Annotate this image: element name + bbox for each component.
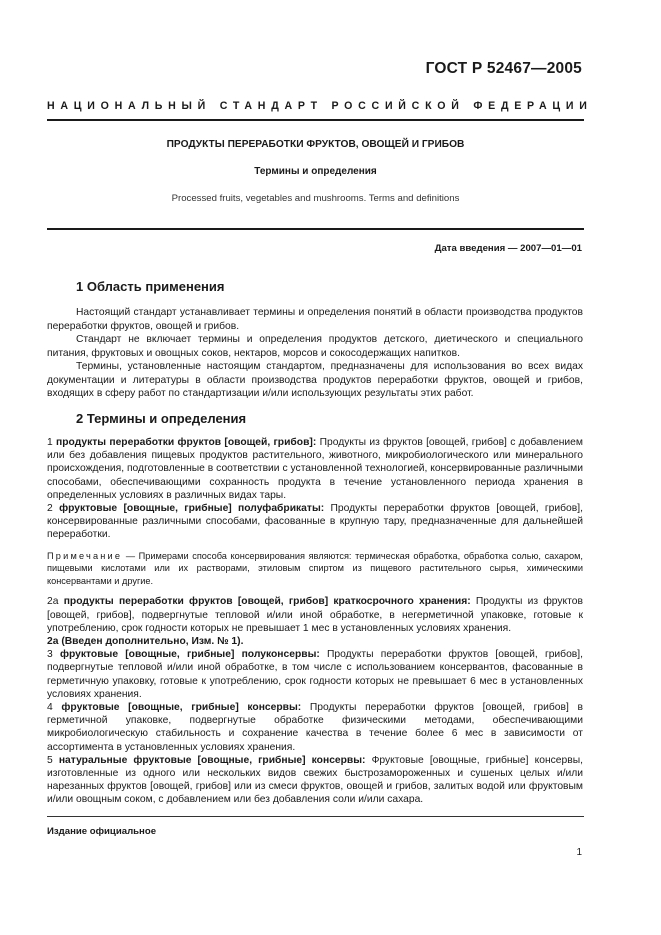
term-number: 1 (47, 437, 53, 448)
term-name: натуральные фруктовые [овощные, грибные] консервы: (58, 754, 366, 766)
term-number: 4 (47, 702, 53, 714)
document-number: ГОСТ Р 52467—2005 (425, 60, 582, 77)
page-number: 1 (576, 847, 582, 858)
effective-date: Дата введения — 2007—01—01 (434, 243, 582, 254)
standard-title: НАЦИОНАЛЬНЫЙ СТАНДАРТ РОССИЙСКОЙ ФЕДЕРАЦИИ (47, 100, 593, 112)
terms-list (47, 436, 583, 807)
term-entry (47, 648, 583, 701)
term-name: фруктовые [овощные, грибные] полуконсервы: (59, 649, 320, 661)
paragraph: Стандарт не включает термины и определения продуктов детского, диетического и специального питания, фруктовых и овощных соков, нектаров, морсов и сокосодержащих напитков. (47, 334, 583, 359)
paragraph: Термины, установленные настоящим стандартом, предназначены для использования во всех видах документации и литературы в области производства продуктов переработки фруктов, овощей и грибов, входящих в сферу работ по стандартизации и/или использующих результаты этих работ. (47, 361, 583, 399)
term-entry (47, 754, 583, 807)
term-name: продукты переработки фруктов [овощей, грибов]: (56, 437, 317, 448)
term-entry (47, 595, 583, 635)
note-label: Примечание (47, 550, 123, 561)
divider (47, 119, 584, 121)
term-definition: Продукты переработки фруктов [овощей, грибов] в герметичной упаковке, подвергнутые обработке физическими методами, обеспечивающими микробиологическую стабильность и сохранение качества в течение более 6 мес в зависимости от ассортимента в установленных условиях хранения. (47, 702, 583, 753)
english-title: Processed fruits, vegetables and mushrooms. Terms and definitions (171, 193, 460, 204)
term-number: 3 (47, 649, 53, 661)
term-number: 5 (47, 754, 53, 766)
term-entry (47, 502, 583, 542)
scope-text (47, 306, 583, 401)
term-name: фруктовые [овощные, грибные] консервы: (61, 702, 302, 714)
document-subtitle: Термины и определения (254, 166, 377, 177)
document-title: ПРОДУКТЫ ПЕРЕРАБОТКИ ФРУКТОВ, ОВОЩЕЙ И ГРИБОВ (166, 139, 465, 150)
term-definition: Фруктовые [овощные, грибные] консервы, изготовленные из одного или нескольких видов свежих быстрозамороженных и сушеных целых и/или нарезанных фруктов [овощей, грибов] или из смеси фруктов, овощей и грибов, залитых водой или фруктовым и/или овощным соком, с добавлением или без добавления соли и/или сахара. (47, 754, 583, 806)
amendment-note: 2а (Введен дополнительно, Изм. № 1). (47, 636, 244, 648)
term-number: 2а (47, 596, 59, 608)
term-definition: Продукты переработки фруктов [овощей, грибов], подвергнутые тепловой и/или иной обработке, в том числе с использованием консервантов, фасованные в герметичную упаковку, готовые к употреблению, срок годности которых не превышает 6 мес в установленных условиях хранения. (47, 649, 583, 700)
term-number: 2 (47, 503, 53, 515)
term-definition: Продукты из фруктов [овощей, грибов] с добавлением или без добавления пищевых продуктов растительного, животного, микробиологического или минерального происхождения, подготовленные в соответствии с установленной технологией, консервированные различными способами, обеспечивающими сохранность продукта в течение установленного периода хранения в определенных условиях в различных видах тары. (47, 437, 583, 501)
term-name: фруктовые [овощные, грибные] полуфабрикаты: (59, 503, 325, 515)
term-definition: Продукты из фруктов [овощей, грибов], подвергнутые тепловой и/или иной обработке, в негерметичной упаковке, готовые к употреблению, срок годности которых не превышает 1 мес в установленных условиях хранения. (47, 596, 583, 634)
official-edition: Издание официальное (47, 826, 157, 837)
term-definition: Продукты переработки фруктов [овощей, грибов], консервированные различными способами, фасованные в крупную тару, предназначенные для дальнейшей переработки. (47, 503, 583, 541)
paragraph: Настоящий стандарт устанавливает термины и определения понятий в области производства продуктов переработки фруктов, овощей и грибов. (47, 307, 583, 332)
term-entry (47, 436, 583, 502)
section-heading-scope: 1 Область применения (76, 279, 225, 294)
note-text: — Примерами способа консервирования являются: термическая обработка, обработка солью, сахаром, пищевыми кислотами или их растворами, этиловым спиртом из пищевого растительного сырья, химическими консервантами и другие. (47, 550, 583, 586)
note (47, 550, 583, 588)
section-heading-terms: 2 Термины и определения (76, 411, 247, 426)
term-entry (47, 701, 583, 754)
term-name: продукты переработки фруктов [овощей, грибов] краткосрочного хранения: (63, 596, 471, 608)
divider (47, 228, 584, 230)
footer-divider (47, 816, 584, 817)
